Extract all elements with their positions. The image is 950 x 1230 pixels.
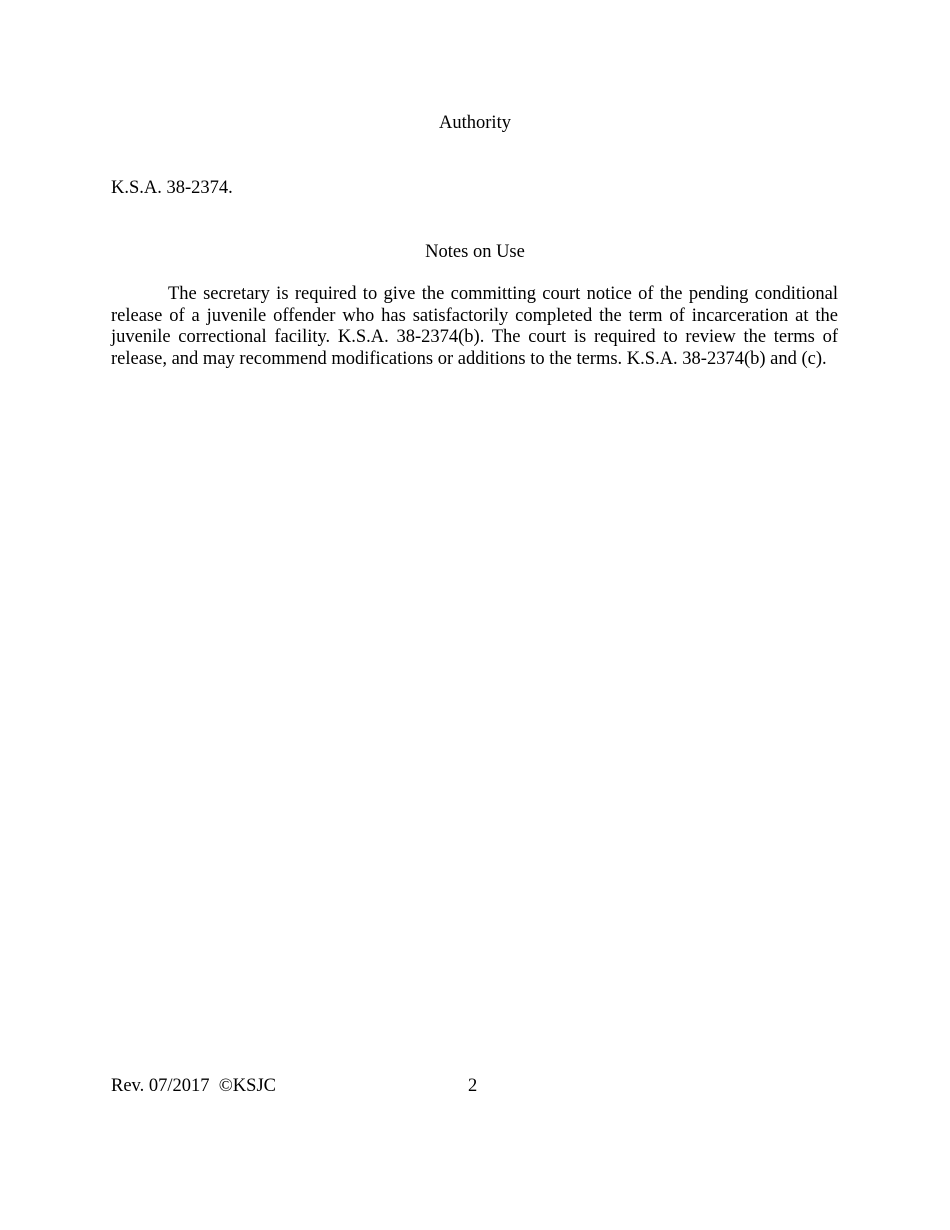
page-number: 2 — [468, 1076, 478, 1096]
notes-on-use-paragraph: The secretary is required to give the committing court notice of the pending conditional release of a juvenile offender who has satisfactorily completed the term of incarceration at the juvenile correctional facility. K.S.A. 38-2374(b). The court is required to review the terms of release, and may recommend modifications or additions to the terms. K.S.A. 38-2374(b) and (c). — [111, 284, 838, 369]
authority-heading: Authority — [439, 113, 511, 133]
notes-on-use-heading: Notes on Use — [425, 242, 525, 262]
footer-revision: Rev. 07/2017 ©KSJC — [111, 1076, 276, 1096]
authority-citation: K.S.A. 38-2374. — [111, 178, 233, 198]
